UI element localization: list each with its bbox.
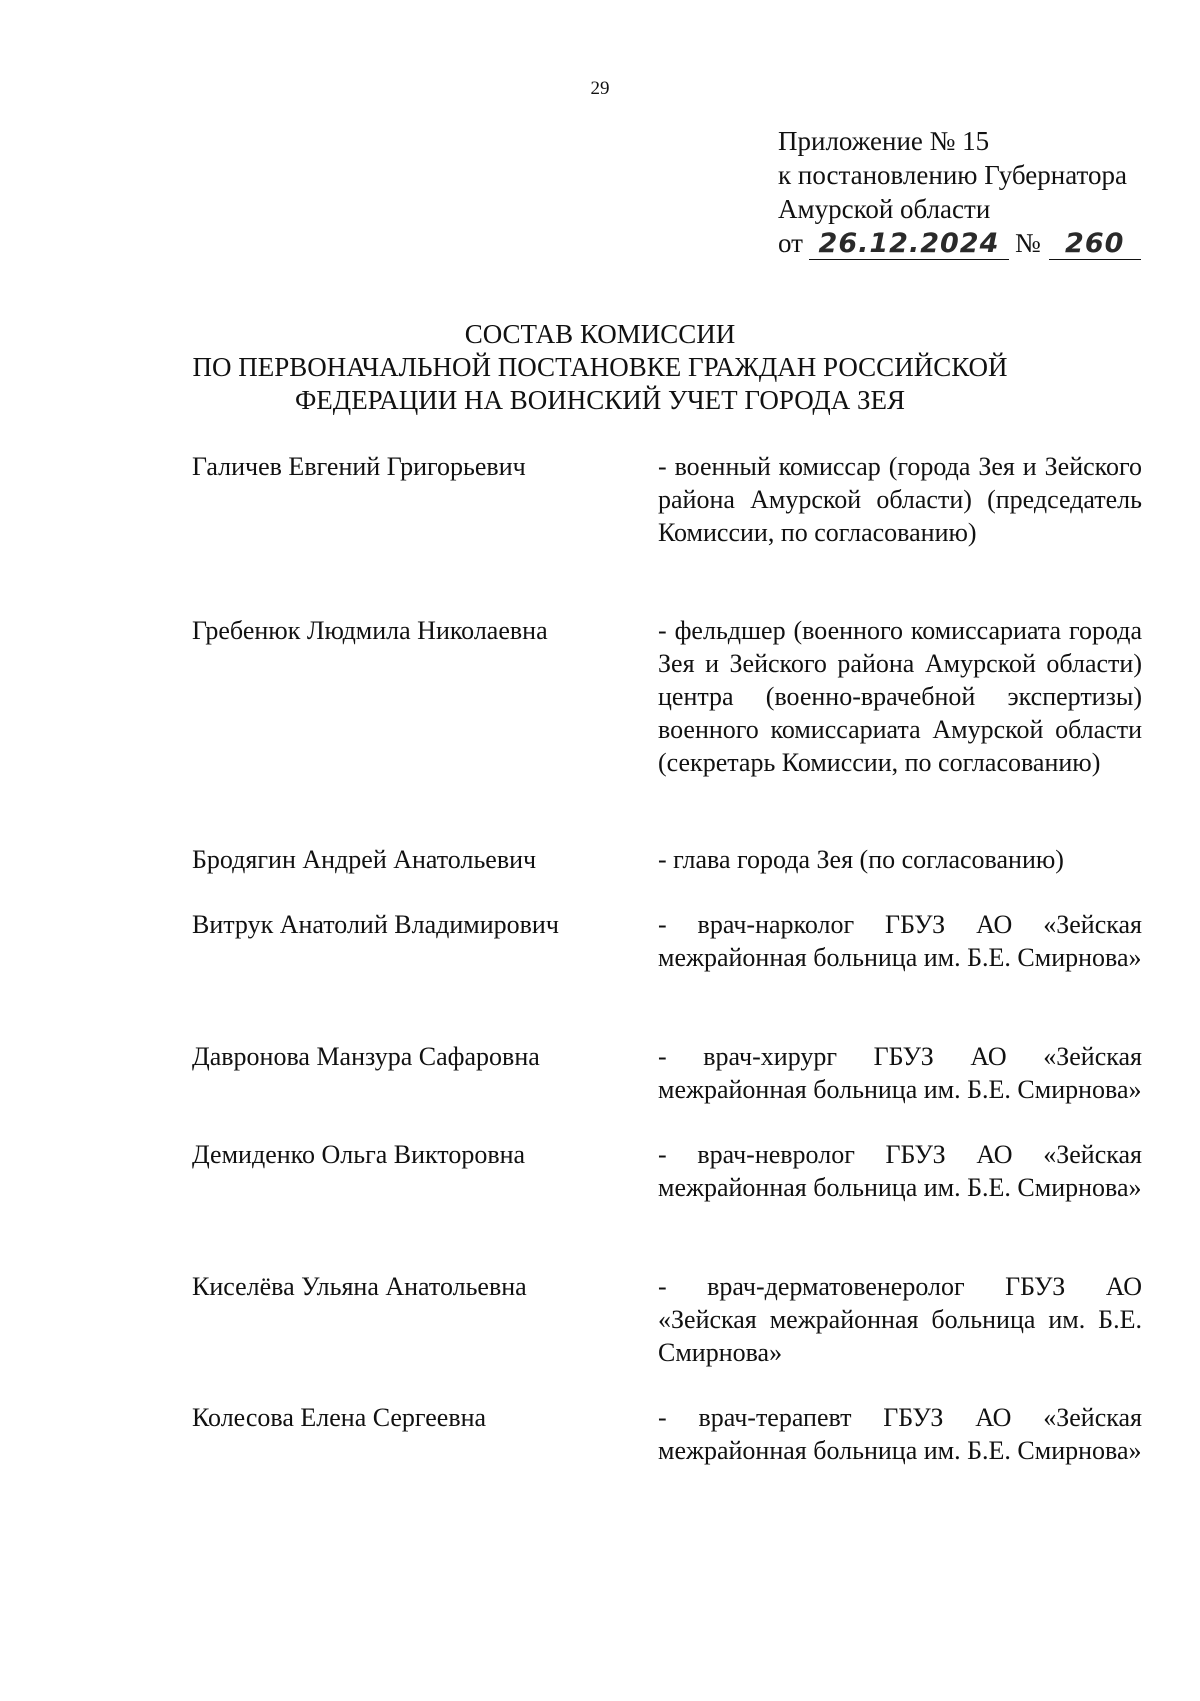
member-role: - врач-невролог ГБУЗ АО «Зейская межрайонная больница им. Б.Е. Смирнова»	[658, 1140, 1142, 1202]
member-name: Киселёва Ульяна Анатольевна	[192, 1272, 527, 1301]
title-line-2: ПО ПЕРВОНАЧАЛЬНОЙ ПОСТАНОВКЕ ГРАЖДАН РОССИЙСКОЙ	[192, 352, 1008, 382]
title-line-3: ФЕДЕРАЦИИ НА ВОИНСКИЙ УЧЕТ ГОРОДА ЗЕЯ	[294, 385, 906, 415]
member-row	[192, 614, 1142, 779]
member-role: - врач-хирург ГБУЗ АО «Зейская межрайонная больница им. Б.Е. Смирнова»	[658, 1042, 1142, 1104]
member-name: Колесова Елена Сергеевна	[192, 1403, 487, 1432]
number-label: №	[1014, 228, 1041, 258]
appendix-reference: к постановлению Губернатора	[778, 160, 1127, 190]
member-name: Бродягин Андрей Анатольевич	[192, 845, 537, 874]
member-row	[192, 1401, 1142, 1467]
member-role: - фельдшер (военного комиссариата города Зея и Зейского района Амурской области) центра (военно-врачебной экспертизы) военного комиссариата Амурской области (секретарь Комиссии, по согласованию)	[658, 616, 1142, 777]
member-role: - врач-нарколог ГБУЗ АО «Зейская межрайонная больница им. Б.Е. Смирнова»	[658, 910, 1142, 972]
page-number: 29	[590, 78, 610, 99]
member-role: - глава города Зея (по согласованию)	[658, 845, 1064, 874]
member-name: Давронова Манзура Сафаровна	[192, 1042, 540, 1071]
appendix-number: Приложение № 15	[778, 126, 990, 156]
title-line-1: СОСТАВ КОМИССИИ	[464, 319, 736, 349]
member-role: - врач-терапевт ГБУЗ АО «Зейская межрайонная больница им. Б.Е. Смирнова»	[658, 1403, 1142, 1465]
member-role: - военный комиссар (города Зея и Зейского района Амурской области) (председатель Комиссии, по согласованию)	[658, 452, 1142, 547]
member-name: Витрук Анатолий Владимирович	[192, 910, 559, 939]
member-row	[192, 1040, 1142, 1106]
member-name: Галичев Евгений Григорьевич	[192, 452, 526, 481]
appendix-header	[778, 124, 1141, 260]
member-name: Демиденко Ольга Викторовна	[192, 1140, 526, 1169]
handwritten-date: 26.12.2024	[809, 229, 1009, 260]
handwritten-number: 260	[1049, 229, 1141, 260]
member-row	[192, 908, 1142, 974]
member-row	[192, 1270, 1142, 1369]
appendix-region: Амурской области	[778, 194, 991, 224]
document-title	[0, 318, 1200, 417]
member-role: - врач-дерматовенеролог ГБУЗ АО «Зейская межрайонная больница им. Б.Е. Смирнова»	[658, 1272, 1142, 1367]
from-label: от	[778, 228, 803, 258]
member-name: Гребенюк Людмила Николаевна	[192, 616, 548, 645]
member-row	[192, 843, 1142, 876]
member-row	[192, 1138, 1142, 1204]
member-row	[192, 450, 1142, 549]
appendix-date-line	[778, 226, 1141, 260]
